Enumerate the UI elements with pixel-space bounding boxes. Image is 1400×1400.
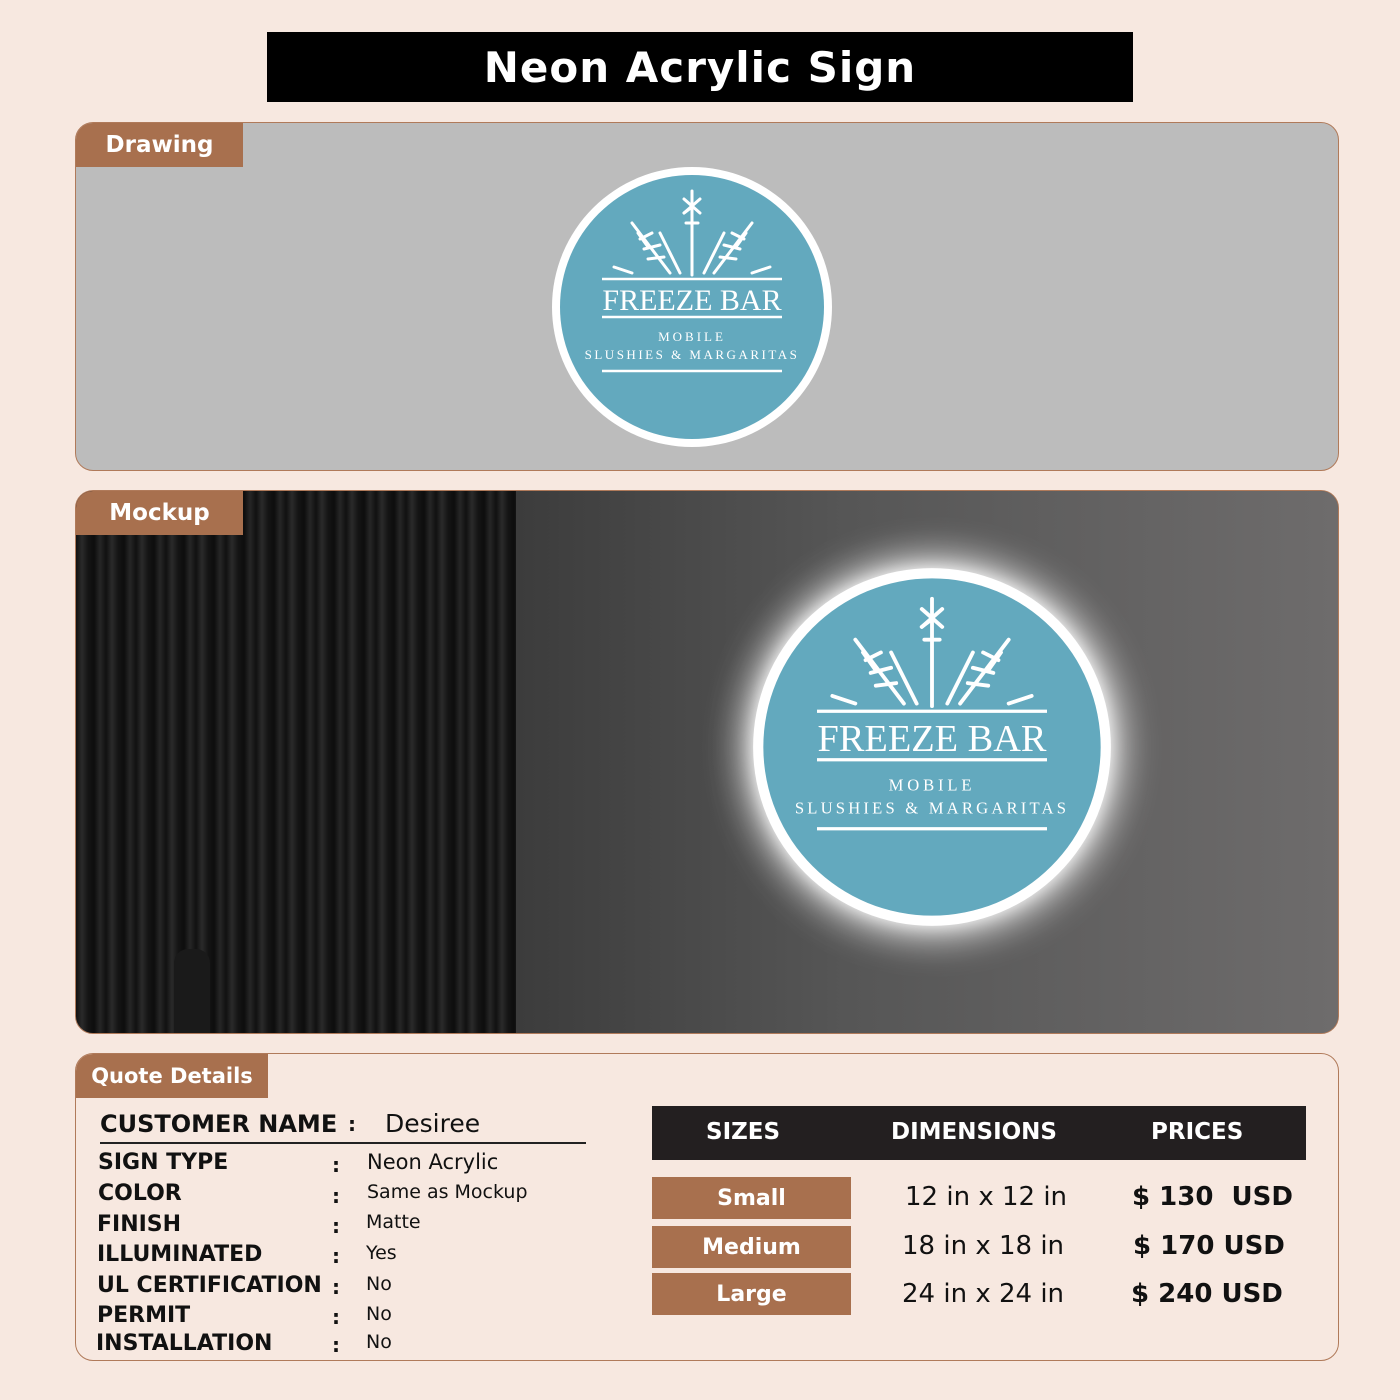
curtain-background <box>76 491 516 1033</box>
mockup-panel <box>75 490 1339 1034</box>
colon: : <box>332 1333 340 1357</box>
vase-decor <box>174 949 210 1034</box>
price-small: $ 130 USD <box>1132 1182 1293 1212</box>
field-label-illuminated: ILLUMINATED <box>97 1242 263 1267</box>
sign-line2: SLUSHIES & MARGARITAS <box>794 798 1070 818</box>
drawing-tab: Drawing <box>76 123 243 167</box>
sign-name: FREEZE BAR <box>602 284 782 317</box>
colon: : <box>348 1112 356 1136</box>
price-medium: $ 170 USD <box>1133 1231 1285 1261</box>
sign-line1: MOBILE <box>888 775 976 795</box>
field-label-permit: PERMIT <box>97 1303 191 1328</box>
colon: : <box>332 1214 340 1238</box>
field-value-installation: No <box>366 1331 392 1353</box>
header-prices: PRICES <box>1151 1119 1244 1145</box>
colon: : <box>332 1244 340 1268</box>
field-value-permit: No <box>366 1303 392 1325</box>
price-large: $ 240 USD <box>1131 1279 1283 1309</box>
field-label-finish: FINISH <box>97 1212 182 1237</box>
price-table-header <box>652 1106 1306 1160</box>
field-value-illuminated: Yes <box>366 1242 397 1264</box>
colon: : <box>332 1153 340 1177</box>
size-medium: Medium <box>652 1226 851 1268</box>
size-large: Large <box>652 1273 851 1315</box>
field-value-finish: Matte <box>366 1211 421 1233</box>
sign-line2: SLUSHIES & MARGARITAS <box>584 347 800 362</box>
page-title: Neon Acrylic Sign <box>267 32 1133 102</box>
field-label-ul-certification: UL CERTIFICATION <box>97 1273 322 1298</box>
quote-tab: Quote Details <box>76 1054 268 1098</box>
field-label-installation: INSTALLATION <box>96 1331 273 1356</box>
sign-mockup <box>748 563 1116 931</box>
colon: : <box>332 1275 340 1299</box>
customer-underline <box>100 1142 586 1144</box>
colon: : <box>332 1305 340 1329</box>
sign-name: FREEZE BAR <box>817 717 1047 760</box>
field-value-ul-certification: No <box>366 1273 392 1295</box>
sign-line1: MOBILE <box>658 329 726 344</box>
field-label-color: COLOR <box>98 1181 182 1206</box>
field-value-color: Same as Mockup <box>367 1181 528 1203</box>
field-label-sign-type: SIGN TYPE <box>98 1150 229 1175</box>
customer-name-label: CUSTOMER NAME <box>100 1110 338 1138</box>
header-sizes: SIZES <box>706 1119 781 1145</box>
customer-name-value: Desiree <box>385 1109 481 1138</box>
header-dimensions: DIMENSIONS <box>891 1119 1057 1145</box>
dimension-medium: 18 in x 18 in <box>902 1231 1065 1261</box>
drawing-panel <box>75 122 1339 471</box>
mockup-tab: Mockup <box>76 491 243 535</box>
dimension-large: 24 in x 24 in <box>902 1279 1065 1309</box>
size-small: Small <box>652 1177 851 1219</box>
field-value-sign-type: Neon Acrylic <box>367 1150 499 1174</box>
colon: : <box>332 1184 340 1208</box>
dimension-small: 12 in x 12 in <box>905 1182 1068 1212</box>
sign-drawing <box>548 163 836 451</box>
quote-panel <box>75 1053 1339 1361</box>
